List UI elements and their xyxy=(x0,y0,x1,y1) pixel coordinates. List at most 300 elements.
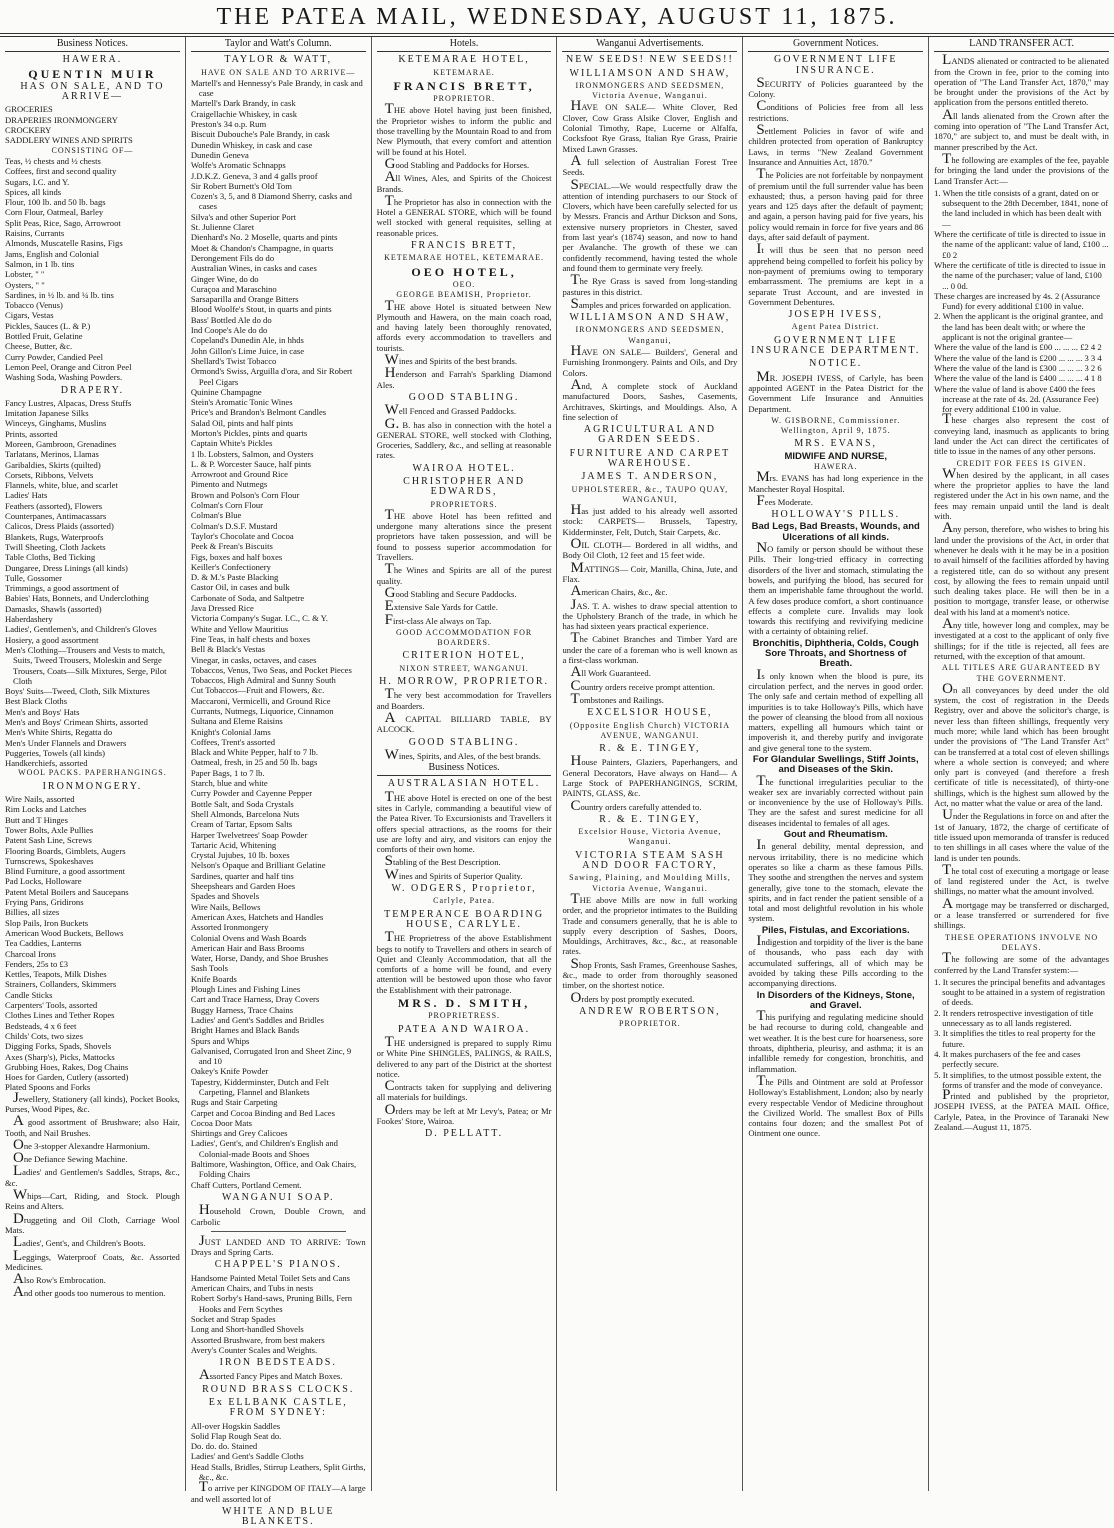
list-item: Ladies', Gentlemen's, and Children's Gloves xyxy=(5,624,157,635)
list-item: Winceys, Ginghams, Muslins xyxy=(5,418,107,429)
list-item: Harper Twelvetrees' Soap Powder xyxy=(190,829,308,840)
section-header: Business Notices. xyxy=(377,763,552,776)
list-item: Taylor's Chocolate and Cocoa xyxy=(190,530,294,541)
ad-subheading: PROPRIETOR. xyxy=(433,94,495,104)
ad-paragraph: These charges also represent the cost of conveying land, inasmuch as applicants to bring land under the Act can direct the certificates of title to issue in the names of any other persons. xyxy=(934,411,1109,457)
ad-heading: D. PELLATT. xyxy=(424,1128,504,1140)
ad-paragraph: All Wines, Ales, and Spirits of the Choicest Brands. xyxy=(376,169,552,194)
list-item: Best Black Cloths xyxy=(5,696,68,707)
list-item: Where the value of land is above £400 the fees increase at the rate of 4s. 2d. (Assurance Fee) for every additional £100 in value. xyxy=(934,383,1099,415)
list-item: John Gillon's Lime Juice, in case xyxy=(190,345,305,356)
column-header: Business Notices. xyxy=(5,39,180,52)
list-item: Men's White Shirts, Regatta do xyxy=(5,727,113,738)
list-item: Curaçoa and Maraschino xyxy=(190,283,277,294)
list-item: Tapestry, Kidderminster, Dutch and Felt Carpeting, Flannel and Blankets xyxy=(190,1076,329,1097)
ad-paragraph: Under the Regulations in force on and after the 1st of January, 1872, the charge of certificate of title issued upon memoranda of transfer is reduced to ten shillings in all cases where the value of the land is under ten pounds. xyxy=(934,807,1109,863)
ad-paragraph: To arrive per KINGDOM OF ITALY—A large and well assorted lot of xyxy=(190,1479,366,1504)
ad-paragraph: Henderson and Farrah's Sparkling Diamond Ales. xyxy=(376,365,552,390)
ad-heading: R. & E. TINGEY, xyxy=(599,813,701,825)
ad-subheading: PROPRIETOR. xyxy=(619,1019,681,1029)
ad-paragraph: The Cabinet Branches and Timber Yard are under the care of a foreman who is well known as a first-class workman. xyxy=(562,630,738,666)
list-item: Crystal Jujubes, 10 lb. boxes xyxy=(190,850,290,861)
list-item: Men's and Boys' Crimean Shirts, assorted xyxy=(5,717,148,727)
ad-subheading: CONSISTING OF— xyxy=(51,145,134,155)
list-item: Salad Oil, pints and half pints xyxy=(190,417,293,428)
list-item: Babies' Hats, Bonnets, and Underclothing xyxy=(5,593,149,604)
ad-paragraph: THE above Hotel is situated between New Plymouth and Hawera, on the main coach road, and having lately been thoroughly renovated, affords every accommodation to travellers and tourists. xyxy=(376,297,552,353)
ad-heading: WILLIAMSON AND SHAW, xyxy=(569,67,731,79)
list-item: Dunedin Whiskey, in cask and case xyxy=(190,139,313,150)
ad-paragraph: One 3-stopper Alexandre Harmonium. xyxy=(13,1136,150,1153)
list-item: Sir Robert Burnett's Old Tom xyxy=(190,180,292,191)
ad-subheading: Excelsior House, Victoria Avenue, Wanganui. xyxy=(578,827,722,847)
list-item: Boys' Suits—Tweed, Cloth, Silk Mixtures xyxy=(5,686,150,697)
column-2 xyxy=(186,37,372,1528)
ad-heading: H. MORROW, PROPRIETOR. xyxy=(379,676,549,688)
list-item: Wolfe's Aromatic Schnapps xyxy=(190,160,286,171)
list-item: Cocoa Door Mats xyxy=(190,1117,252,1128)
ad-paragraph: Good Stabling and Paddocks for Horses. xyxy=(384,155,530,172)
list-item: Handsome Painted Metal Toilet Sets and Cans xyxy=(190,1272,350,1283)
list-item: American Chairs, and Tubs in nests xyxy=(190,1283,314,1294)
ad-paragraph: One Defiance Sewing Machine. xyxy=(13,1150,128,1167)
ad-heading: FURNITURE AND CARPET WAREHOUSE. xyxy=(569,447,731,469)
ad-heading: MRS. EVANS, xyxy=(794,438,878,450)
list-item: Quinine Champagne xyxy=(190,386,262,397)
ad-paragraph: THE above Hotel is erected on one of the best sites in Carlyle, commanding a beautiful view of the Patea River. To Excursionists and Travellers it offers special attractions, as the rooms for their use are lofty and airy, and visitors can enjoy the comforts of their own home. xyxy=(376,788,552,855)
ad-heading: AGRICULTURAL AND GARDEN SEEDS. xyxy=(583,424,716,446)
ad-paragraph: The total cost of executing a mortgage or lease of land registered under the Act, is twelve shillings, no matter what the amount involved. xyxy=(934,861,1109,897)
list-item: Washing Soda, Washing Powders. xyxy=(5,372,123,383)
ad-subheading: WOOL PACKS. PAPERHANGINGS. xyxy=(18,768,167,778)
list-item: White and Yellow Mauritius xyxy=(190,623,289,634)
ad-subheading: GOOD ACCOMMODATION FOR BOARDERS. xyxy=(395,627,533,648)
ad-paragraph: Shop Fronts, Sash Frames, Greenhouse Sashes, &c., made to order from thoroughly seasoned timber, on the shortest notice. xyxy=(562,955,738,991)
ad-heading: KETEMARAE HOTEL, xyxy=(398,54,530,66)
list-item: Plated Spoons and Forks xyxy=(5,1082,91,1093)
list-item: Cart and Trace Harness, Dray Covers xyxy=(190,994,320,1005)
ad-paragraph: Stabling of the Best Description. xyxy=(384,853,501,870)
list-item: Ladies', Gent's, and Children's English and Colonial-made Boots and Shoes xyxy=(190,1138,338,1159)
list-item: Knife Boards xyxy=(190,973,237,984)
list-item: Oysters, " " xyxy=(5,279,45,290)
list-item: Do. do. do. Stained xyxy=(190,1441,258,1452)
ad-heading: JAMES T. ANDERSON, xyxy=(581,471,719,483)
ad-paragraph: House Painters, Glaziers, Paperhangers, and General Decorators, Have always on Hand— A Large Stock of PAPERHANGINGS, SCRIM, PAINTS, GLASS, &c. xyxy=(562,753,738,799)
list-item: Bedsteads, 4 x 6 feet xyxy=(5,1020,77,1031)
list-item: Patent Sash Line, Screws xyxy=(5,835,92,846)
ad-paragraph: THE above Hotel has been refitted and undergone many alterations since the present proprietors have taken possession, and will be found to possess superior accommodation for Travellers. xyxy=(376,506,552,563)
list-item: Sultana and Eleme Raisins xyxy=(190,716,283,727)
list-item: Assorted Brushware, from best makers xyxy=(190,1334,325,1345)
list-item: American Hair and Bass Brooms xyxy=(190,942,305,953)
list-item: Frying Pans, Gridirons xyxy=(5,897,84,908)
ad-paragraph: The following are some of the advantages conferred by the Land Transfer system:— xyxy=(934,950,1109,975)
list-item: Shirtings and Grey Calicoes xyxy=(190,1128,288,1139)
list-item: Captain White's Pickles xyxy=(190,438,273,449)
ad-paragraph: Extensive Sale Yards for Cattle. xyxy=(384,598,498,615)
list-item: Hoes for Garden, Cutlery (assorted) xyxy=(5,1072,129,1083)
list-item: Figs, boxes and half boxes xyxy=(190,551,283,562)
ad-paragraph: The Rye Grass is saved from long-standing pastures in this district. xyxy=(562,272,738,297)
ad-paragraph: Any title, however long and complex, may be investigated at a cost to the applicant of only five shillings; for if the title is rejected, all fees are returned, with the exception of that amount. xyxy=(934,616,1109,661)
list-item: Dienhard's No. 2 Moselle, quarts and pints xyxy=(190,232,338,243)
list-item: Childs' Cots, two sizes xyxy=(5,1030,83,1041)
newspaper-columns xyxy=(0,36,1114,1528)
list-item: Black and White Pepper, half to 7 lb. xyxy=(190,747,319,758)
ad-heading: W. ODGERS, Proprietor, xyxy=(391,883,537,895)
ad-bold-heading: Piles, Fistulas, and Excoriations. xyxy=(761,924,910,936)
ad-paragraph: MATTINGS— Coir, Manilla, China, Jute, and Flax. xyxy=(562,559,738,584)
list-item: Spades and Shovels xyxy=(190,891,260,902)
list-item: Castor Oil, in cases and bulk xyxy=(190,582,290,593)
list-item: Candle Sticks xyxy=(5,989,53,1000)
list-item: Grubbing Hoes, Rakes, Dog Chains xyxy=(5,1061,129,1072)
list-item: Shellard's Twist Tobacco xyxy=(190,355,277,366)
list-item: Tulle, Gossomer xyxy=(5,572,62,583)
list-item: Fine Teas, in half chests and boxes xyxy=(190,633,311,644)
list-item: Colman's Blue xyxy=(190,510,242,521)
list-item: Blankets, Rugs, Waterproofs xyxy=(5,531,104,542)
list-item: Morton's Pickles, pints and quarts xyxy=(190,427,308,438)
list-item: Ormond's Swiss, Arguilla d'ora, and Sir Robert Peel Cigars xyxy=(190,366,353,387)
ad-subheading: CREDIT FOR FEES IS GIVEN. xyxy=(956,458,1087,468)
list-item: Cozen's 3, 5, and 8 Diamond Sherry, casks and cases xyxy=(190,191,352,212)
ad-paragraph: THE above Mills are now in full working order, and the proprietor intimates to the Building Trade and consumers generally, that he is able to supply every description of Sashes, Doors, Mouldings, Architraves, &c., &c., at reasonable rates. xyxy=(562,890,738,957)
list-item: Curry Powder and Cayenne Pepper xyxy=(190,788,313,799)
list-item: DRAPERIES IRONMONGERY xyxy=(5,114,118,125)
list-item: Pad Locks, Holloware xyxy=(5,876,82,887)
ad-paragraph: In general debility, mental depression, and nervous irritability, there is no medicine which operates so like a charm as these famous Pills. They soothe and strengthen the nerves and system generally, give tone to the stomach, elevate the spirits, and in fact render the patient sensible of a total and most delightful revolution in his whole system. xyxy=(748,837,924,924)
list-item: Where the value of the land is £00 ... ... ... £2 4 2 xyxy=(934,342,1102,353)
list-item: Derongement Fils do do xyxy=(190,252,275,263)
ad-subheading: THESE OPERATIONS INVOLVE NO DELAYS. xyxy=(944,932,1099,952)
list-item: Long and Short-handled Shovels xyxy=(190,1324,304,1335)
ad-heading: GOOD STABLING. xyxy=(408,736,520,748)
ad-paragraph: The Wines and Spirits are all of the purest quality. xyxy=(376,561,552,586)
ad-heading: VICTORIA STEAM SASH AND DOOR FACTORY, xyxy=(575,849,725,872)
ad-paragraph: Orders may be left at Mr Levy's, Patea; or Mr Fookes' Store, Wairoa. xyxy=(376,1101,552,1127)
ad-paragraph: MR. JOSEPH IVESS, of Carlyle, has been appointed AGENT in the Patea District for the Government Life Insurance and Annuities Department. xyxy=(748,368,924,414)
list-item: Head Stalls, Bridles, Stirrup Leathers, Split Girths, &c., &c. xyxy=(190,1461,366,1483)
ad-paragraph: Country orders receive prompt attention. xyxy=(570,677,715,694)
list-item: Assorted Ironmongery xyxy=(190,922,269,933)
list-item: Prints, assorted xyxy=(5,428,58,439)
ad-paragraph: Fees Moderate. xyxy=(756,492,813,509)
list-item: Where the certificate of title is directed to issue in the name of the purchaser; value of land, £100 ... 0 0d. xyxy=(934,259,1106,291)
list-item: Charcoal Irons xyxy=(5,948,56,959)
ad-paragraph: Well Fenced and Grassed Paddocks. xyxy=(384,402,517,419)
list-item: Where the certificate of title is directed to issue in the name of the applicant: value of land, £100 ... £0 2 xyxy=(934,229,1109,260)
list-item: All-over Hogskin Saddles xyxy=(190,1420,281,1431)
list-item: 5. It simplifies, to the utmost possible extent, the forms of transfer and the mode of conveyance. xyxy=(934,1069,1103,1090)
ad-paragraph: LANDS alienated or contracted to be alienated from the Crown in fee, prior to the coming into operation of "The Land Transfer Act, 1870," may be brought under the provisions of the Act by application from the persons entitled thereto. xyxy=(934,52,1109,108)
ad-paragraph: The very best accommodation for Travellers and Boarders. xyxy=(376,686,552,711)
list-item: Men's and Boys' Hats xyxy=(5,706,80,717)
ad-title: FRANCIS BRETT, xyxy=(393,78,535,93)
ad-subheading: Agent Patea District. xyxy=(791,322,880,332)
list-item: St. Julienne Claret xyxy=(190,222,255,233)
list-item: Ladies' and Gent's Saddle Cloths xyxy=(190,1451,304,1462)
list-item: Twill Sheeting, Cloth Jackets xyxy=(5,541,106,552)
list-item: Plough Lines and Fishing Lines xyxy=(190,984,301,995)
ad-paragraph: A CAPITAL BILLIARD TABLE, BY ALCOCK. xyxy=(376,709,552,735)
list-item: Sheepshears and Garden Hoes xyxy=(190,881,296,892)
list-item: Blind Furniture, a good assortment xyxy=(5,866,126,877)
list-item: Fenders, 25s to £3 xyxy=(5,958,69,969)
list-item: Martell's and Hennessy's Pale Brandy, in cask and case xyxy=(190,77,363,99)
list-item: Lemon Peel, Orange and Citron Peel xyxy=(5,361,132,372)
list-item: Knight's Colonial Jams xyxy=(190,726,271,737)
list-item: Where the value of the land is £400 ... ... ... 4 1 8 xyxy=(934,373,1102,384)
list-item: Buggy Harness, Trace Chains xyxy=(190,1004,293,1015)
list-item: Carpenters' Tools, assorted xyxy=(5,1000,98,1011)
list-item: Stein's Aromatic Tonic Wines xyxy=(190,397,293,408)
list-item: Brown and Polson's Corn Flour xyxy=(190,489,300,500)
list-item: Clothes Lines and Tether Ropes xyxy=(5,1010,115,1021)
list-item: Where the value of the land is £300 ... ... ... 3 2 6 xyxy=(934,362,1102,373)
list-item: GROCERIES xyxy=(5,104,53,115)
ad-paragraph: Country orders carefully attended to. xyxy=(570,797,702,814)
ad-paragraph: Printed and published by the proprietor, JOSEPH IVESS, at the PATEA MAIL Office, Carlyle, Patea, in the Province of Taranaki New Zealand.—August 11, 1875. xyxy=(934,1087,1109,1132)
ad-paragraph: The Pills and Ointment are sold at Professor Holloway's Establishment, London; also by nearly every respectable Vendor of Medicine throughout the Civilized World. The smallest Box of Pills contains four dozen; and the smallest Pot of Ointment one ounce. xyxy=(748,1072,924,1139)
list-item: L. & P. Worcester Sauce, half pints xyxy=(190,458,311,469)
ad-paragraph: First-class Ale always on Tap. xyxy=(384,611,492,628)
list-item: Coffees, first and second quality xyxy=(5,166,117,177)
list-item: Axes (Sharp's), Picks, Mattocks xyxy=(5,1051,115,1062)
list-item: Tartaric Acid, Whitening xyxy=(190,839,277,850)
list-item: Rim Locks and Latches xyxy=(5,804,87,815)
ad-heading: CRITERION HOTEL, xyxy=(402,650,526,662)
ad-heading: NOTICE. xyxy=(809,358,863,370)
list-item: Bright Hames and Black Bands xyxy=(190,1025,300,1036)
list-item: Strainers, Collanders, Skimmers xyxy=(5,979,117,990)
list-item: Bass' Bottled Ale do do xyxy=(190,314,272,325)
ad-heading: ROUND BRASS CLOCKS. xyxy=(202,1383,355,1395)
ad-paragraph: Wines, Spirits, and Ales, of the best brands. xyxy=(384,746,541,763)
ad-paragraph: Orders by post promptly executed. xyxy=(570,989,695,1006)
list-item: Tobaccos, Venus, Two Seas, and Pocket Pieces xyxy=(190,664,352,675)
list-item: 2. When the applicant is the original grantee, and the land has been dealt with; or where the applicant is not the original grantee— xyxy=(934,311,1103,343)
list-item: Craigellachie Whiskey, in cask xyxy=(190,108,298,119)
ad-paragraph: Ladies', Gent's, and Children's Boots. xyxy=(13,1234,146,1251)
list-item: Currants, Nutmegs, Liquorice, Cinnamon xyxy=(190,706,334,716)
ad-paragraph: Wines and Spirits of Superior Quality. xyxy=(384,866,523,883)
ad-bold-heading: Bronchitis, Diphtheria, Colds, Cough Sore Throats, and Shortness of Breath. xyxy=(752,637,919,670)
list-item: Sarsaparilla and Orange Bitters xyxy=(190,294,299,305)
list-item: Table Cloths, Bed Ticking xyxy=(5,552,96,563)
list-item: Cheese, Butter, &c. xyxy=(5,341,73,352)
column-header: Wanganui Advertisements. xyxy=(562,39,737,52)
list-item: SADDLERY WINES AND SPIRITS xyxy=(5,135,133,146)
column-5 xyxy=(743,37,929,1491)
ad-paragraph: THE undersigned is prepared to supply Rimu or White Pine SHINGLES, PALINGS, & RAILS, delivered to any part of the District at the shortest notice. xyxy=(376,1033,552,1079)
ad-paragraph: Tombstones and Railings. xyxy=(570,690,664,707)
list-item: 1. When the title consists of a grant, dated on or subsequent to the 28th December, 1841, none of the land included in which has been dealt with— xyxy=(934,187,1109,229)
ad-subheading: W. GISBORNE, Commissioner. Wellington, April 9, 1875. xyxy=(771,415,901,436)
list-item: Men's Clothing—Trousers and Vests to match, Suits, Tweed Trousers, Moleskin and Serge Trousers, Coats—Silk Mixtures, Serge, Pilot Cloth xyxy=(5,644,167,686)
list-item: 1 lb. Lobsters, Salmon, and Oysters xyxy=(190,448,314,459)
list-item: Nelson's Opaque and Brilliant Gelatine xyxy=(190,860,326,871)
list-item: Flannels, white, blue, and scarlet xyxy=(5,480,118,491)
list-item: Tobaccos, High Admiral and Sunny South xyxy=(190,675,336,686)
list-item: Coffees, Trent's assorted xyxy=(190,736,276,747)
ad-paragraph: Leggings, Waterproof Coats, &c. Assorted Medicines. xyxy=(5,1247,180,1272)
list-item: Cream of Tartar, Epsom Salts xyxy=(190,819,293,830)
list-item: Billies, all sizes xyxy=(5,907,60,918)
ad-paragraph: Assorted Fancy Pipes and Match Boxes. xyxy=(198,1367,343,1384)
ad-heading: JOSEPH IVESS, xyxy=(788,309,883,321)
ad-heading: PATEA AND WAIROA. xyxy=(398,1023,531,1035)
ad-heading: DRAPERY. xyxy=(60,384,125,396)
ad-paragraph: A good assortment of Brushware; also Hair, Tooth, and Nail Brushes. xyxy=(5,1113,180,1138)
list-item: Rugs and Stair Carpeting xyxy=(190,1097,278,1108)
list-item: Digging Forks, Spads, Shovels xyxy=(5,1041,112,1052)
ad-subheading: PROPRIETORS. xyxy=(430,499,498,509)
ad-subheading: Sawing, Plaining, and Moulding Mills, Victoria Avenue, Wanganui. xyxy=(569,873,731,893)
ad-paragraph: Mrs. EVANS has had long experience in the Manchester Royal Hospital. xyxy=(748,469,924,494)
list-item: Corsets, Ribbons, Velvets xyxy=(5,469,94,480)
list-item: Spices, all kinds xyxy=(5,186,62,197)
ad-paragraph: When desired by the applicant, in all cases where the proprietor applies to have the land registered under the Act in his own name, and the fees may remain unpaid until the land is dealt with. xyxy=(934,465,1109,522)
ad-subheading: OEO. xyxy=(452,279,476,289)
ad-heading: R. & E. TINGEY, xyxy=(599,743,701,755)
list-item: Martell's Dark Brandy, in cask xyxy=(190,98,296,109)
list-item: American Wood Buckets, Bellows xyxy=(5,927,124,938)
ad-paragraph: JUST LANDED AND TO ARRIVE: Town Drays and Spring Carts. xyxy=(190,1232,366,1258)
list-item: Teas, ½ chests and ½ chests xyxy=(5,155,101,166)
list-item: Preston's 34 o.p. Rum xyxy=(190,119,267,130)
list-item: Paper Bags, 1 to 7 lb. xyxy=(190,767,265,778)
list-item: Wire Nails, Bellows xyxy=(190,901,261,912)
list-item: Raisins, Currants xyxy=(5,228,65,239)
list-item: Ind Coope's Ale do do xyxy=(190,325,268,336)
ad-paragraph: The Policies are not forfeitable by nonpayment of premium until the full surrender value has been exhausted; thus, a person having paid for three years and 125 days after the default of payment; and again, a person having paid for five years, his policy would remain in force for five years and 86 days, after said default of payment. xyxy=(748,166,924,243)
ad-paragraph: Is only known when the blood is pure, its circulation perfect, and the nerves in good order. The only safe and certain method of expelling all impurities is to take Holloway's Pills, which have the power of cleansing the blood from all noxious matters, expelling all humours which taint or impoverish it, and thereby purify and invigorate and give general tone to the system. xyxy=(748,666,924,753)
ad-heading: GOOD STABLING. xyxy=(408,391,520,403)
ad-paragraph: And other goods too numerous to mention. xyxy=(13,1284,166,1301)
column-4 xyxy=(557,37,743,1491)
ad-paragraph: Has just added to his already well assorted stock: CARPETS— Brussels, Tapestry, Kidderminster, Felt, Dutch, Stair Carpets, &c. xyxy=(562,502,738,537)
list-item: Pimento and Nutmegs xyxy=(190,479,268,490)
ad-paragraph: Indigestion and torpidity of the liver is the bane of thousands, who pass each day with accumulated sufferings, all of which may be avoided by taking these Pills according to the accompanying directions. xyxy=(748,933,924,989)
list-item: Men's Under Flannels and Drawers xyxy=(5,737,127,748)
ad-paragraph: G. B. has also in connection with the hotel a GENERAL STORE, well stocked with Clothing, Groceries, Saddlery, &c., and selling at reasonable rates. xyxy=(376,415,552,461)
list-item: Dungaree, Dress Linings (all kinds) xyxy=(5,562,128,573)
column-header: Hotels. xyxy=(377,39,552,52)
list-item: Ladies' Hats xyxy=(5,490,48,501)
list-item: Pickles, Sauces (L. & P.) xyxy=(5,320,91,331)
ad-paragraph: JAS. T. A. wishes to draw special attention to the Upholstery Branch of the trade, in which he has had sixteen years practical experience. xyxy=(562,596,738,632)
list-item: Java Dressed Rice xyxy=(190,603,254,614)
list-item: Carpet and Cocoa Binding and Bed Laces xyxy=(190,1107,335,1118)
list-item: Ginger Wine, do do xyxy=(190,273,259,284)
list-item: Garibaldies, Skirts (quilted) xyxy=(5,459,101,470)
list-item: Slop Pails, Iron Buckets xyxy=(5,917,89,928)
divider xyxy=(211,1231,346,1232)
ad-title: MRS. D. SMITH, xyxy=(397,996,531,1011)
list-item: 3. It simplifies the titles to real property for the future. xyxy=(934,1028,1096,1049)
list-item: Cut Tobaccos—Fruit and Flowers, &c. xyxy=(190,685,325,696)
ad-title: QUENTIN MUIR xyxy=(28,66,157,81)
ad-heading: WILLIAMSON AND SHAW, xyxy=(569,312,731,324)
list-item: These charges are increased by 4s. 2 (Assurance Fund) for every additional £100 in value. xyxy=(934,290,1101,312)
ad-heading: ANDREW ROBERTSON, xyxy=(579,1005,721,1017)
ad-paragraph: SECURITY of Policies guaranteed by the Colony. xyxy=(748,74,924,100)
ad-heading: IRONMONGERY. xyxy=(42,780,143,792)
list-item: Chaff Cutters, Portland Cement. xyxy=(190,1179,302,1190)
list-item: Robert Sorby's Hand-saws, Pruning Bills, Fern Hooks and Fern Scythes xyxy=(190,1293,353,1314)
ad-heading: CHAPPEL'S PIANOS. xyxy=(214,1259,342,1271)
list-item: Feathers (assorted), Flowers xyxy=(5,500,103,511)
column-3 xyxy=(372,37,558,1491)
list-item: Peek & Frean's Biscuits xyxy=(190,541,273,552)
list-item: Lobster, " " xyxy=(5,269,45,280)
ad-paragraph: Ladies' and Gentlemen's Saddles, Straps, &c., &c. xyxy=(5,1163,180,1188)
list-item: Hosiery, a good assortment xyxy=(5,634,99,645)
list-item: Patent Metal Boilers and Saucepans xyxy=(5,886,129,897)
list-item: Dunedin Geneva xyxy=(190,149,249,160)
ad-heading: HAWERA. xyxy=(62,54,123,66)
list-item: Keiller's Confectionery xyxy=(190,561,271,572)
list-item: Tea Caddies, Lanterns xyxy=(5,938,82,949)
ad-paragraph: Druggeting and Oil Cloth, Carriage Wool Mats. xyxy=(5,1210,180,1235)
list-item: Flour, 100 lb. and 50 lb. bags xyxy=(5,197,106,208)
list-item: Turnscrews, Spokeshaves xyxy=(5,855,94,866)
list-item: Sash Tools xyxy=(190,963,229,974)
ad-heading: IRON BEDSTEADS. xyxy=(219,1357,337,1369)
ad-subheading: UPHOLSTERER, &c., TAUPO QUAY, WANGANUI, xyxy=(571,484,729,504)
ad-paragraph: Contracts taken for supplying and delivering all materials for buildings. xyxy=(376,1078,552,1103)
list-item: Salmon, in 1 lb. tins xyxy=(5,258,75,269)
list-item: Calicos, Dress Plaids (assorted) xyxy=(5,521,114,532)
ad-bold-heading: Bad Legs, Bad Breasts, Wounds, and Ulcerations of all kinds. xyxy=(751,521,920,543)
ad-paragraph: HAVE ON SALE— Builders', General and Furnishing Ironmongery. Paints and Oils, and Dry Colors. xyxy=(562,343,738,378)
ad-subheading: NIXON STREET, WANGANUI. xyxy=(399,663,529,673)
ad-paragraph: Whips—Cart, Riding, and Stock. Plough Reins and Alters. xyxy=(5,1187,180,1212)
ad-heading: GOVERNMENT LIFE INSURANCE DEPARTMENT. xyxy=(751,334,921,357)
ad-subheading: HAWERA. xyxy=(813,461,858,471)
ad-heading: EXCELSIOR HOUSE, xyxy=(587,707,713,719)
ad-subheading: HAVE ON SALE AND TO ARRIVE— xyxy=(201,67,356,77)
ad-paragraph: Household Crown, Double Crown, and Carbolic xyxy=(190,1202,366,1227)
ad-paragraph: Any person, therefore, who wishes to bring his land under the provisions of the Act, in order that whenever he deals with it he may be in a position to avail himself of the facilities afforded by having a registered title, can do so without any present cost, by allowing the fees to remain unpaid until such dealing takes place. He will then be in a position to mortgage, transfer lease, or otherwise deal with his land at a moment's notice. xyxy=(934,520,1109,617)
list-item: Corn Flour, Oatmeal, Barley xyxy=(5,207,104,218)
column-header: LAND TRANSFER ACT. xyxy=(934,39,1109,52)
ad-paragraph: The functional irregularities peculiar to the weaker sex are invariably corrected without pain or inconvenience by the use of Holloway's Pills. They are the safest and surest medicine for all diseases incidental to females of all ages. xyxy=(748,772,924,828)
list-item: Tobacco (Venus) xyxy=(5,300,63,311)
list-item: Australian Wines, in casks and cases xyxy=(190,263,317,274)
list-item: Bell & Black's Vestas xyxy=(190,644,266,655)
ad-subheading: Carlyle, Patea. xyxy=(433,896,495,906)
list-item: Oakey's Knife Powder xyxy=(190,1066,269,1077)
ad-subheading: IRONMONGERS AND SEEDSMEN, Wanganui, xyxy=(575,325,725,345)
ad-paragraph: And, A complete stock of Auckland manufactured Doors, Sashes, Casements, Architraves, Skirtings, and Mouldings. Also, A fine selection of xyxy=(562,376,738,422)
list-item: Sardines, in ½ lb. and ¼ lb. tins xyxy=(5,289,114,300)
ad-paragraph: Settlement Policies in favor of wife and children protected from operation of Bankruptcy Laws, in terms "New Zealand Government Insurance and Annuities Act, 1870." xyxy=(748,122,924,167)
ad-heading: WANGANUI SOAP. xyxy=(222,1191,335,1203)
list-item: Shell Almonds, Barcelona Nuts xyxy=(190,808,300,819)
ad-subheading: IRONMONGERS AND SEEDSMEN, Victoria Avenue, Wanganui. xyxy=(575,80,725,101)
list-item: Baltimore, Washington, Office, and Oak Chairs, Folding Chairs xyxy=(190,1159,357,1180)
ad-heading: CHRISTOPHER AND EDWARDS, xyxy=(403,475,525,498)
ad-paragraph: All lands alienated from the Crown after the coming into operation of "The Land Transfer Act, 1870," are subject to, and must be dealt with, in manner prescribed by the Act. xyxy=(934,106,1109,152)
ad-paragraph: All Work Guaranteed. xyxy=(570,664,651,681)
ad-heading: WHITE AND BLUE BLANKETS. xyxy=(222,1505,335,1528)
list-item: Starch, blue and white xyxy=(190,778,268,789)
list-item: 2. It renders retrospective investigation of title unnecessary as to all lands registered. xyxy=(934,1007,1094,1029)
list-item: Almonds, Muscatelle Rasins, Figs xyxy=(5,238,123,249)
